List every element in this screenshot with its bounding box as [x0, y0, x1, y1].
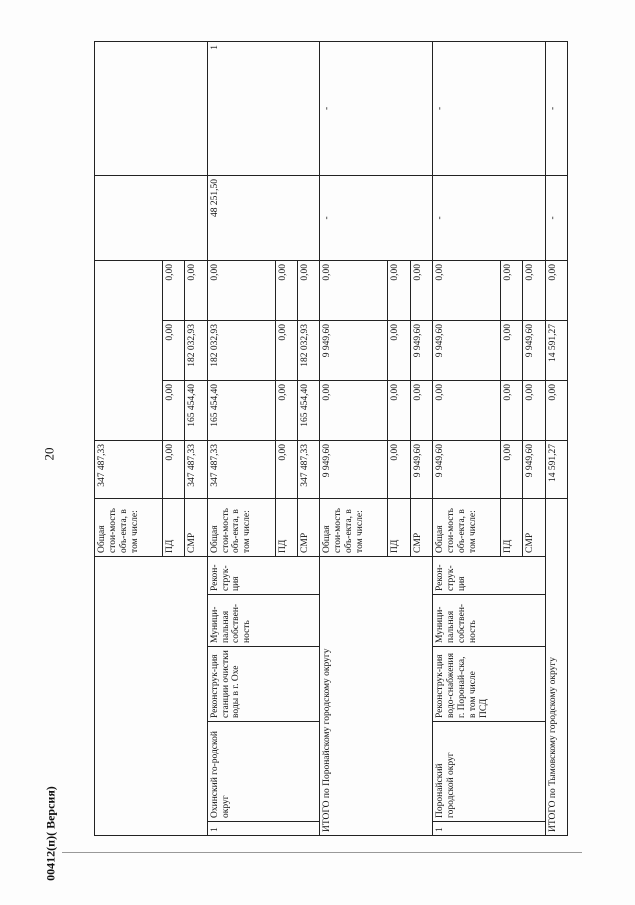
smr-label-cell: СМР: [410, 498, 432, 556]
value-cell: 0,00: [545, 260, 567, 320]
value-cell: 182 032,93: [298, 320, 320, 380]
table-row: [432, 41, 500, 835]
value-cell: 0,00: [275, 440, 297, 498]
value-cell: 0,00: [275, 260, 297, 320]
value-cell: 9 949,60: [523, 440, 545, 498]
total-cell: 9 949,60: [432, 440, 500, 498]
total-cell: 14 591,27: [545, 440, 567, 498]
value-cell: 0,00: [163, 440, 185, 498]
subtotal-label-cell: ИТОГО по Поронайскому городскому округу: [320, 556, 433, 835]
investment-table: [94, 41, 568, 836]
value-cell: 9 949,60: [410, 320, 432, 380]
value-cell: 0,00: [320, 380, 388, 440]
total-cell: 9 949,60: [320, 440, 388, 498]
value-cell: -: [432, 41, 545, 175]
value-cell: 0,00: [501, 440, 523, 498]
value-cell: 0,00: [388, 440, 410, 498]
value-cell: 0,00: [275, 320, 297, 380]
value-cell: 9 949,60: [320, 320, 388, 380]
work-type-cell: Рекон-струк-ция: [207, 556, 320, 594]
pd-label-cell: ПД: [501, 498, 523, 556]
district-cell: Поронайский городской округ: [432, 722, 545, 822]
value-cell: 0,00: [185, 260, 207, 320]
smr-label-cell: СМР: [298, 498, 320, 556]
rotated-table-container: [94, 42, 568, 836]
value-cell: 0,00: [523, 260, 545, 320]
work-type-cell: Рекон-струк-ция: [432, 556, 545, 594]
value-cell: 1: [207, 41, 320, 175]
value-cell: 9 949,60: [523, 320, 545, 380]
value-cell: 0,00: [501, 260, 523, 320]
empty-cell: [95, 556, 208, 835]
value-cell: 0,00: [432, 380, 500, 440]
value-cell: 14 591,27: [545, 320, 567, 380]
pd-label-cell: ПД: [275, 498, 297, 556]
value-cell: 0,00: [388, 380, 410, 440]
cost-label-cell: Общая стои-мость объ-екта, в том числе:: [207, 498, 275, 556]
table-row: [95, 41, 163, 835]
value-cell: 0,00: [545, 380, 567, 440]
object-cell: Реконструк-ция водо-снабжения г. Поронай-ска, в том числе ПСД: [432, 647, 545, 722]
value-cell: 0,00: [163, 380, 185, 440]
empty-cell: [95, 175, 208, 260]
value-cell: 182 032,93: [185, 320, 207, 380]
value-cell: 0,00: [432, 260, 500, 320]
district-cell: Охинский го-родской округ: [207, 722, 320, 822]
value-cell: 9 949,60: [432, 320, 500, 380]
row-number-cell: 1: [432, 822, 545, 836]
value-cell: 0,00: [275, 380, 297, 440]
value-cell: 165 454,40: [207, 380, 275, 440]
value-cell: 0,00: [410, 260, 432, 320]
total-cell: 347 487,33: [207, 440, 275, 498]
value-cell: 0,00: [298, 260, 320, 320]
value-cell: 347 487,33: [185, 440, 207, 498]
subtotal-label-cell: ИТОГО по Тымовскому городскому округу: [545, 498, 567, 835]
value-cell: 0,00: [523, 380, 545, 440]
value-cell: 0,00: [163, 260, 185, 320]
value-cell: -: [545, 175, 567, 260]
cost-label-cell: Общая стои-мость объ-екта, в том числе:: [320, 498, 388, 556]
value-cell: 0,00: [388, 260, 410, 320]
pd-label-cell: ПД: [388, 498, 410, 556]
object-cell: Реконструк-ция станции очистки воды в г. Охе: [207, 647, 320, 722]
pd-label-cell: ПД: [163, 498, 185, 556]
table-row: [320, 41, 388, 835]
smr-label-cell: СМР: [185, 498, 207, 556]
value-cell: 0,00: [501, 320, 523, 380]
value-cell: 48 251,50: [207, 175, 320, 260]
value-cell: -: [545, 41, 567, 175]
value-cell: 165 454,40: [298, 380, 320, 440]
empty-cell: [95, 260, 163, 440]
divider: [62, 852, 582, 853]
value-cell: 0,00: [163, 320, 185, 380]
cost-label-cell: Общая стои-мость объ-екта, в том числе:: [95, 498, 163, 556]
value-cell: 0,00: [410, 380, 432, 440]
value-cell: 0,00: [501, 380, 523, 440]
value-cell: -: [320, 41, 433, 175]
ownership-cell: Муници-пальная собствен-ность: [432, 595, 545, 647]
document-code: 00412(п)( Версия): [43, 786, 58, 881]
table-row: [207, 41, 275, 835]
total-cell: 347 487,33: [95, 440, 163, 498]
empty-cell: [95, 41, 208, 175]
ownership-cell: Муници-пальная собствен-ность: [207, 595, 320, 647]
value-cell: 347 487,33: [298, 440, 320, 498]
smr-label-cell: СМР: [523, 498, 545, 556]
value-cell: 165 454,40: [185, 380, 207, 440]
value-cell: 0,00: [388, 320, 410, 380]
cost-label-cell: Общая стои-мость объ-екта, в том числе:: [432, 498, 500, 556]
value-cell: 0,00: [320, 260, 388, 320]
value-cell: -: [320, 175, 433, 260]
value-cell: 182 032,93: [207, 320, 275, 380]
table-row: [545, 41, 567, 835]
value-cell: 9 949,60: [410, 440, 432, 498]
row-number-cell: 1: [207, 822, 320, 836]
page-number: 20: [41, 447, 57, 461]
value-cell: -: [432, 175, 545, 260]
value-cell: 0,00: [207, 260, 275, 320]
table-wrapper: [94, 42, 568, 836]
